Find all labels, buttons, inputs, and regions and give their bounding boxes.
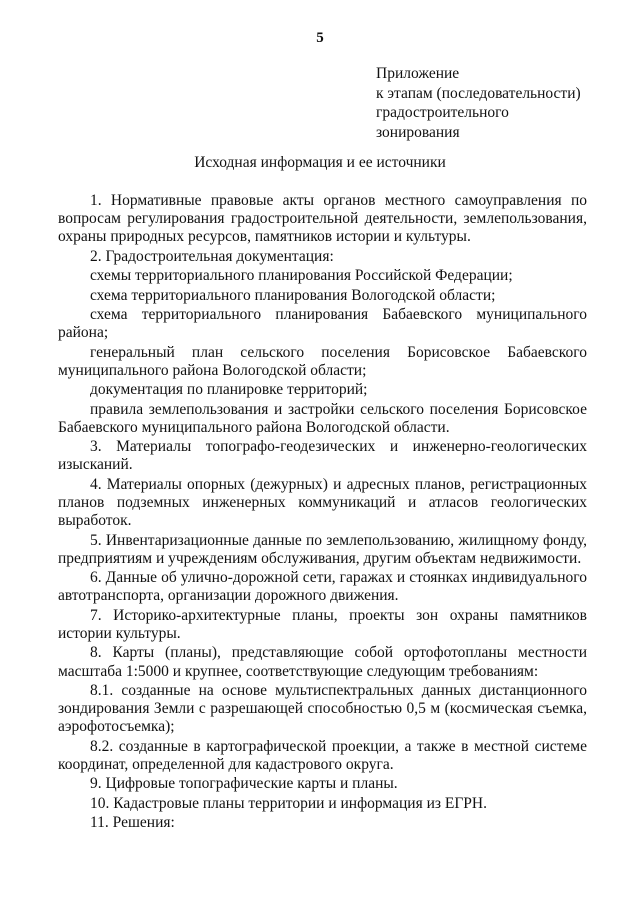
- paragraph: схема территориального планирования Вологодской области;: [90, 286, 496, 304]
- paragraph: 5. Инвентаризационные данные по землепользованию, жилищному фонду, предприятиям и учреждениям обслуживания, другим объектам недвижимости.: [58, 531, 587, 567]
- appendix-line: градостроительного: [376, 104, 509, 121]
- paragraph: 6. Данные об улично-дорожной сети, гаражах и стоянках индивидуального автотранспорта, организации дорожного движения.: [58, 569, 587, 605]
- paragraph: схема территориального планирования Бабаевского муниципального района;: [58, 305, 587, 342]
- paragraph: генеральный план сельского поселения Борисовское Бабаевского муниципального района Вологодской области;: [58, 343, 587, 379]
- paragraph: документация по планировке территорий;: [90, 381, 368, 399]
- paragraph: 4. Материалы опорных (дежурных) и адресных планов, регистрационных планов подземных инженерных коммуникаций и атласов геологических выработок.: [58, 475, 587, 530]
- paragraph: 3. Материалы топографо-геодезических и инженерно-геологических изысканий.: [58, 438, 587, 474]
- paragraph: 9. Цифровые топографические карты и планы.: [90, 775, 398, 793]
- appendix-note: [376, 64, 616, 142]
- paragraph: 8. Карты (планы), представляющие собой ортофотопланы местности масштаба 1:5000 и крупнее, соответствующие следующим требованиям:: [58, 644, 587, 680]
- paragraph: 10. Кадастровые планы территории и информация из ЕГРН.: [90, 794, 487, 812]
- paragraph: 2. Градостроительная документация:: [90, 247, 334, 265]
- paragraph: 11. Решения:: [90, 814, 175, 832]
- appendix-line: к этапам (последовательности): [376, 84, 581, 102]
- paragraph: схемы территориального планирования Российской Федерации;: [90, 267, 513, 285]
- document-title: Исходная информация и ее источники: [194, 154, 446, 171]
- paragraph: 8.1. созданные на основе мультиспектральных данных дистанционного зондирования Земли с разрешающей способностью 0,5 м (космическая съемка, аэрофотосъемка);: [58, 681, 587, 736]
- paragraph: правила землепользования и застройки сельского поселения Борисовское Бабаевского муниципального района Вологодской области.: [58, 400, 587, 436]
- paragraph: 8.2. созданные в картографической проекции, а также в местной системе координат, определенной для кадастрового округа.: [58, 737, 587, 773]
- page-number: 5: [316, 30, 324, 46]
- paragraph: 1. Нормативные правовые акты органов местного самоуправления по вопросам регулирования градостроительной деятельности, землепользования, охраны природных ресурсов, памятников истории и культуры.: [58, 192, 587, 246]
- appendix-line: зонирования: [376, 123, 460, 141]
- paragraph: 7. Историко-архитектурные планы, проекты зон охраны памятников истории культуры.: [58, 606, 587, 642]
- appendix-line: Приложение: [376, 65, 460, 82]
- document-body: [58, 192, 587, 832]
